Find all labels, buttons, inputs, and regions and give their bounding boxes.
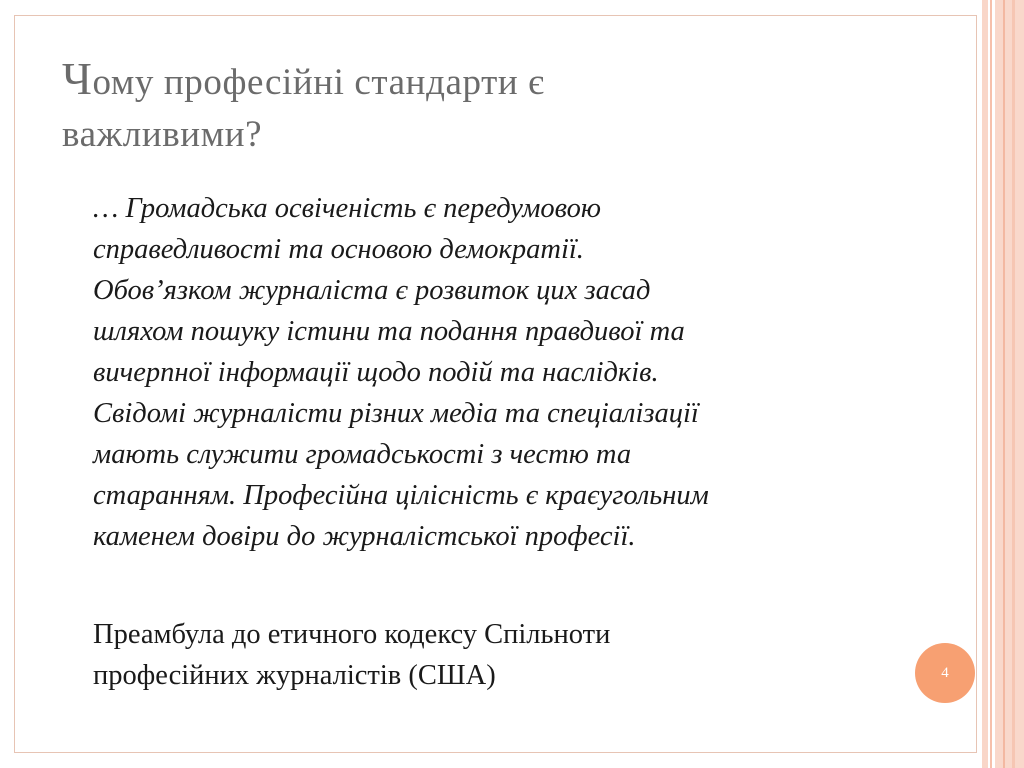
title-line-2: важливими? <box>62 114 263 155</box>
page-number-badge <box>915 643 975 703</box>
quote-line: мають служити громадськості з честю та <box>93 439 632 470</box>
quote-line: Свідомі журналісти різних медіа та спеціалізації <box>93 398 699 429</box>
decorative-stripe <box>990 0 992 768</box>
decorative-stripe <box>982 0 988 768</box>
source-line: Преамбула до етичного кодексу Спільноти <box>93 619 611 650</box>
slide-title <box>62 53 922 161</box>
quote-line: старанням. Професійна цілісність є краєугольним <box>93 480 709 511</box>
decorative-stripe <box>995 0 1024 768</box>
quote-line: каменем довіри до журналістської професії. <box>93 521 636 552</box>
quote-line: шляхом пошуку істини та подання правдивої та <box>93 316 685 347</box>
title-line-1: ому професійні стандарти є <box>92 62 545 103</box>
decorative-stripe <box>1012 0 1015 768</box>
page-number: 4 <box>941 664 949 681</box>
decorative-stripe <box>1003 0 1005 768</box>
quote-source <box>93 614 893 696</box>
quote-text <box>93 188 973 557</box>
quote-line: вичерпної інформації щодо подій та наслідків. <box>93 357 659 388</box>
quote-line: Обов’язком журналіста є розвиток цих засад <box>93 275 651 306</box>
quote-line: справедливості та основою демократії. <box>93 234 584 265</box>
quote-line: … Громадська освіченість є передумовою <box>93 193 601 224</box>
title-first-letter: Ч <box>62 53 93 104</box>
source-line: професійних журналістів (США) <box>93 660 496 691</box>
